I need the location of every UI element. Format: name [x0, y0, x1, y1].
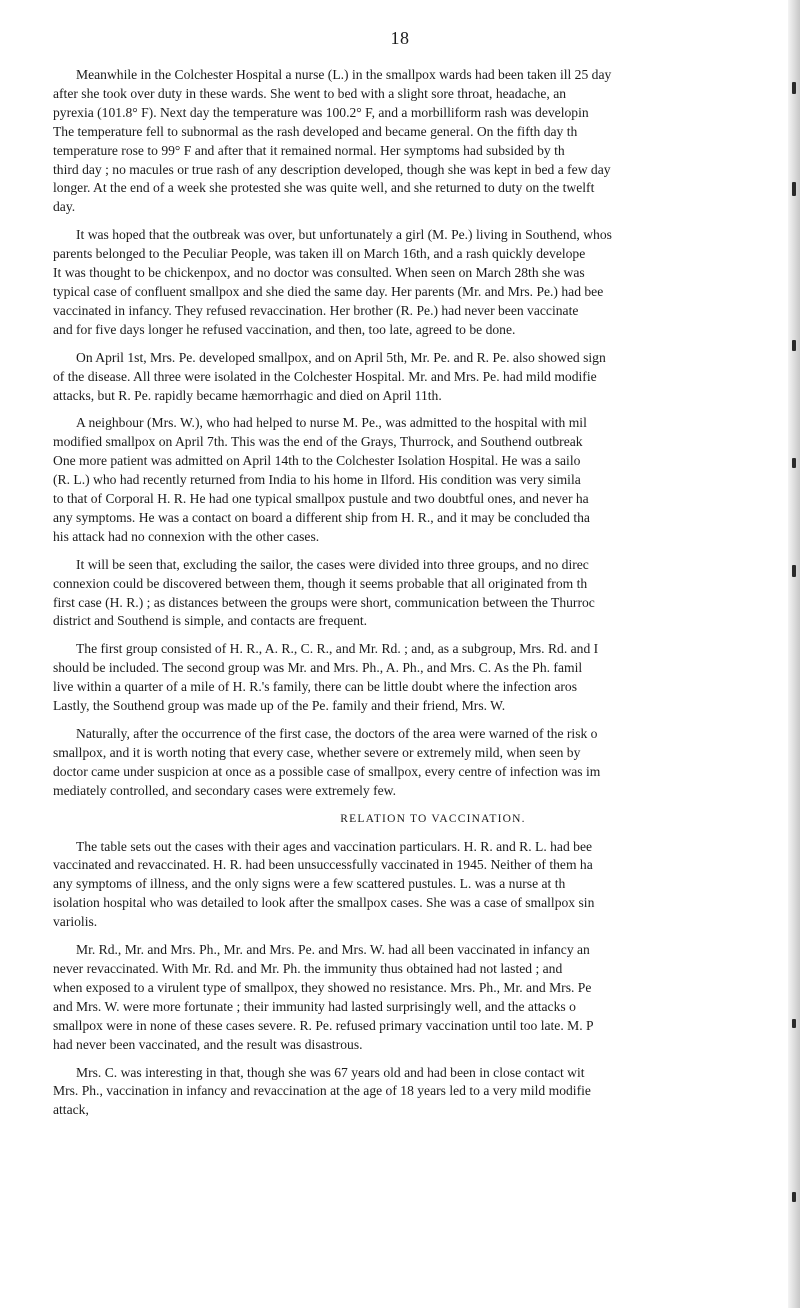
- text-line: and for five days longer he refused vaccination, and then, too late, agreed to be done.: [53, 321, 516, 337]
- text-line: had never been vaccinated, and the result was disastrous.: [53, 1036, 363, 1052]
- text-line: One more patient was admitted on April 14th to the Colchester Isolation Hospital. He was a sailo: [53, 453, 581, 469]
- text-line: smallpox, and it is worth noting that every case, whether severe or extremely mild, when seen by: [53, 744, 581, 760]
- text-line: vaccinated and revaccinated. H. R. had been unsuccessfully vaccinated in 1945. Neither of them ha: [53, 857, 593, 873]
- text-line: mediately controlled, and secondary cases were extremely few.: [53, 782, 396, 798]
- text-line: isolation hospital who was detailed to look after the smallpox cases. She was a case of smallpox sin: [53, 895, 595, 911]
- paragraph: [53, 556, 800, 632]
- text-line: modified smallpox on April 7th. This was the end of the Grays, Thurrock, and Southend outbreak: [53, 434, 583, 450]
- text-line: Mrs. C. was interesting in that, though she was 67 years old and had been in close contact wit: [76, 1064, 585, 1080]
- text-line: smallpox were in none of these cases severe. R. Pe. refused primary vaccination until too late. M. P: [53, 1017, 594, 1033]
- text-line: On April 1st, Mrs. Pe. developed smallpox, and on April 5th, Mr. Pe. and R. Pe. also showed sign: [76, 349, 606, 365]
- text-line: doctor came under suspicion at once as a possible case of smallpox, every centre of infection was im: [53, 763, 601, 779]
- edge-mark: [792, 1019, 796, 1028]
- text-line: variolis.: [53, 914, 98, 930]
- text-line: pyrexia (101.8° F). Next day the temperature was 100.2° F, and a morbilliform rash was developin: [53, 104, 589, 120]
- text-line: Meanwhile in the Colchester Hospital a nurse (L.) in the smallpox wards had been taken ill 25 day: [76, 67, 612, 82]
- text-line: after she took over duty in these wards. She went to bed with a slight sore throat, headache, an: [53, 85, 567, 101]
- text-line: his attack had no connexion with the other cases.: [53, 528, 320, 544]
- paragraph: [53, 349, 800, 406]
- text-line: first case (H. R.) ; as distances between the groups were short, communication between the Thurroc: [53, 594, 595, 610]
- text-line: It was thought to be chickenpox, and no doctor was consulted. When seen on March 28th she was: [53, 265, 585, 281]
- page-number: 18: [390, 28, 410, 48]
- body-text: [53, 66, 800, 1129]
- text-line: attack,: [53, 1102, 89, 1118]
- paragraph: [53, 1064, 800, 1121]
- text-line: The temperature fell to subnormal as the rash developed and became general. On the fifth day th: [53, 123, 578, 139]
- text-line: connexion could be discovered between them, though it seems probable that all originated from th: [53, 575, 588, 591]
- paragraph: [53, 838, 800, 933]
- paragraph: [53, 226, 800, 339]
- text-line: never revaccinated. With Mr. Rd. and Mr. Ph. the immunity thus obtained had not lasted ; and: [53, 960, 563, 976]
- section-heading: RELATION TO VACCINATION.: [340, 812, 526, 825]
- text-line: typical case of confluent smallpox and she died the same day. Her parents (Mr. and Mrs. Pe.) had bee: [53, 283, 604, 299]
- binding-edge: [788, 0, 800, 1308]
- text-line: It will be seen that, excluding the sailor, the cases were divided into three groups, and no direc: [76, 556, 589, 572]
- text-line: any symptoms. He was a contact on board a different ship from H. R., and it may be concluded tha: [53, 509, 590, 525]
- text-line: longer. At the end of a week she protested she was quite well, and she returned to duty on the twelft: [53, 180, 595, 196]
- paragraph: [53, 725, 800, 801]
- text-line: when exposed to a virulent type of smallpox, they showed no resistance. Mrs. Ph., Mr. and Mrs. Pe: [53, 979, 592, 995]
- edge-mark: [792, 565, 796, 577]
- text-line: should be included. The second group was Mr. and Mrs. Ph., A. Ph., and Mrs. C. As the Ph. famil: [53, 660, 583, 676]
- text-line: parents belonged to the Peculiar People, was taken ill on March 16th, and a rash quickly develope: [53, 246, 586, 262]
- edge-mark: [792, 182, 796, 196]
- text-line: live within a quarter of a mile of H. R.'s family, there can be little doubt where the infection aros: [53, 679, 578, 695]
- text-line: Naturally, after the occurrence of the first case, the doctors of the area were warned of the risk o: [76, 726, 598, 741]
- edge-mark: [792, 82, 796, 94]
- paragraph: [53, 941, 800, 1054]
- paragraph: [53, 66, 800, 217]
- text-line: attacks, but R. Pe. rapidly became hæmorrhagic and died on April 11th.: [53, 387, 442, 403]
- text-line: Lastly, the Southend group was made up of the Pe. family and their friend, Mrs. W.: [53, 698, 506, 714]
- edge-mark: [792, 1192, 796, 1202]
- text-line: Mr. Rd., Mr. and Mrs. Ph., Mr. and Mrs. Pe. and Mrs. W. had all been vaccinated in infancy an: [76, 942, 590, 958]
- text-line: The table sets out the cases with their ages and vaccination particulars. H. R. and R. L. had bee: [76, 838, 593, 854]
- text-line: Mrs. Ph., vaccination in infancy and revaccination at the age of 18 years led to a very mild modifie: [53, 1083, 591, 1099]
- section-after-heading: [53, 838, 800, 1121]
- paragraph: [53, 414, 800, 546]
- text-line: It was hoped that the outbreak was over, but unfortunately a girl (M. Pe.) living in Southend, whos: [76, 227, 612, 243]
- text-line: day.: [53, 199, 76, 215]
- text-line: (R. L.) who had recently returned from India to his home in Ilford. His condition was very simila: [53, 472, 581, 488]
- text-line: district and Southend is simple, and contacts are frequent.: [53, 613, 368, 629]
- text-line: any symptoms of illness, and the only signs were a few scattered pustules. L. was a nurse at th: [53, 876, 566, 892]
- edge-mark: [792, 458, 796, 468]
- text-line: temperature rose to 99° F and after that it remained normal. Her symptoms had subsided by th: [53, 142, 565, 158]
- text-line: third day ; no macules or true rash of any description developed, though she was kept in bed a few day: [53, 161, 611, 177]
- paragraph: [53, 640, 800, 716]
- text-line: and Mrs. W. were more fortunate ; their immunity had lasted surprisingly well, and the attacks o: [53, 998, 576, 1014]
- section-before-heading: [53, 66, 800, 801]
- text-line: The first group consisted of H. R., A. R., C. R., and Mr. Rd. ; and, as a subgroup, Mrs. Rd. and I: [76, 641, 599, 657]
- edge-mark: [792, 340, 796, 351]
- text-line: to that of Corporal H. R. He had one typical smallpox pustule and two doubtful ones, and never ha: [53, 491, 589, 507]
- text-line: vaccinated in infancy. They refused revaccination. Her brother (R. Pe.) had never been vaccinate: [53, 302, 579, 318]
- text-line: A neighbour (Mrs. W.), who had helped to nurse M. Pe., was admitted to the hospital with mil: [76, 415, 587, 431]
- text-line: of the disease. All three were isolated in the Colchester Hospital. Mr. and Mrs. Pe. had mild modifie: [53, 368, 597, 384]
